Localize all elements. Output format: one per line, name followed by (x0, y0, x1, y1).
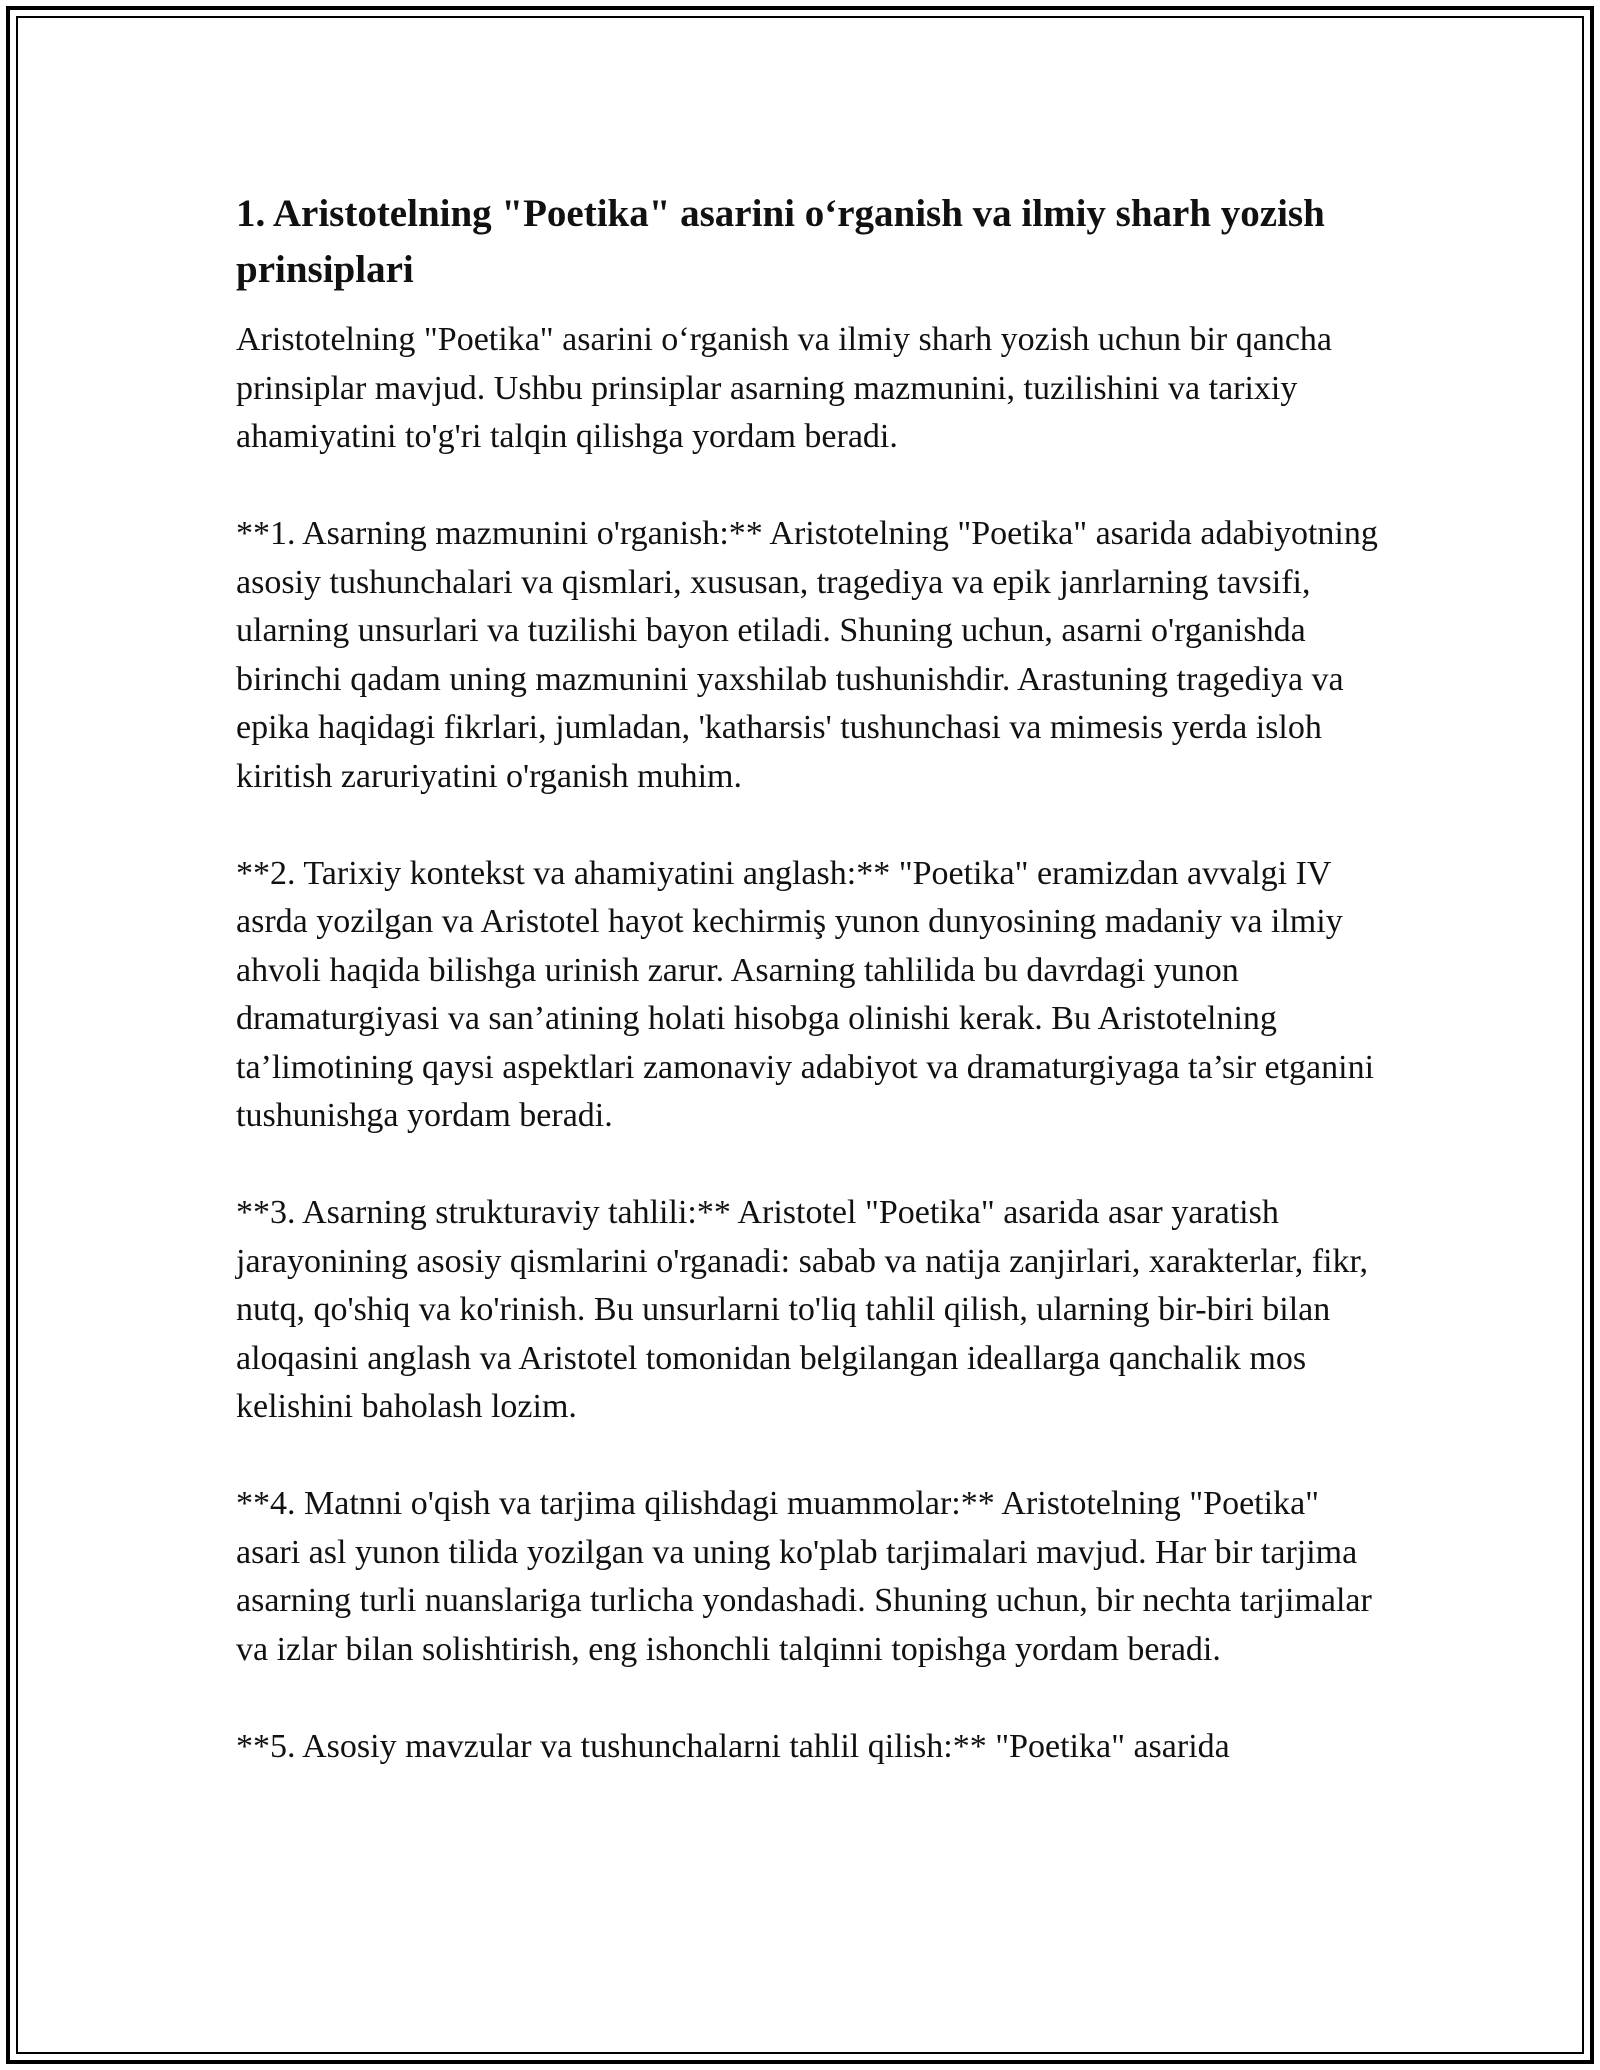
paragraph-3: **3. Asarning strukturaviy tahlili:** Aristotel "Poetika" asarida asar yaratish jarayonining asosiy qismlarini o'rganadi: sabab va natija zanjirlari, xarakterlar, fikr, nutq, qo'shiq va ko'rinish. Bu unsurlarni to'liq tahlil qilish, ularning bir-biri bilan aloqasini anglash va Aristotel tomonidan belgilangan ideallarga qanchalik mos kelishini baholash lozim. (236, 1194, 1368, 1425)
paragraph-2: **2. Tarixiy kontekst va ahamiyatini anglash:** "Poetika" eramizdan avvalgi IV asrda yozilgan va Aristotel hayot kechirmiş yunon dunyosining madaniy va ilmiy ahvoli haqida bilishga urinish zarur. Asarning tahlilida bu davrdagi yunon dramaturgiyasi va san’atining holati hisobga olinishi kerak. Bu Aristotelning ta’limotining qaysi aspektlari zamonaviy adabiyot va dramaturgiyaga ta’sir etganini tushunishga yordam beradi. (236, 854, 1375, 1134)
paragraph-5: **5. Asosiy mavzular va tushunchalarni tahlil qilish:** "Poetika" asarida (236, 1727, 1230, 1765)
document-body (236, 186, 1386, 1820)
paragraph-4: **4. Matnni o'qish va tarjima qilishdagi muammolar:** Aristotelning "Poetika" asari asl yunon tilida yozilgan va uning ko'plab tarjimalari mavjud. Har bir tarjima asarning turli nuanslariga turlicha yondashadi. Shuning uchun, bir nechta tarjimalar va izlar bilan solishtirish, eng ishonchli talqinni topishga yordam beradi. (236, 1485, 1372, 1668)
paragraph-1: **1. Asarning mazmunini o'rganish:** Aristotelning "Poetika" asarida adabiyotning asosiy tushunchalari va qismlari, xususan, tragediya va epik janrlarning tavsifi, ularning unsurlari va tuzilishi bayon etiladi. Shuning uchun, asarni o'rganishda birinchi qadam uning mazmunini yaxshilab tushunishdir. Arastuning tragediya va epika haqidagi fikrlari, jumladan, 'katharsis' tushunchasi va mimesis yerda isloh kiritish zaruriyatini o'rganish muhim. (236, 515, 1378, 795)
paragraph-intro: Aristotelning "Poetika" asarini o‘rganish va ilmiy sharh yozish uchun bir qancha prinsiplar mavjud. Ushbu prinsiplar asarning mazmunini, tuzilishini va tarixiy ahamiyatini to'g'ri talqin qilishga yordam beradi. (236, 321, 1333, 455)
document-title: 1. Aristotelning "Poetika" asarini o‘rganish va ilmiy sharh yozish prinsiplari (236, 192, 1325, 291)
